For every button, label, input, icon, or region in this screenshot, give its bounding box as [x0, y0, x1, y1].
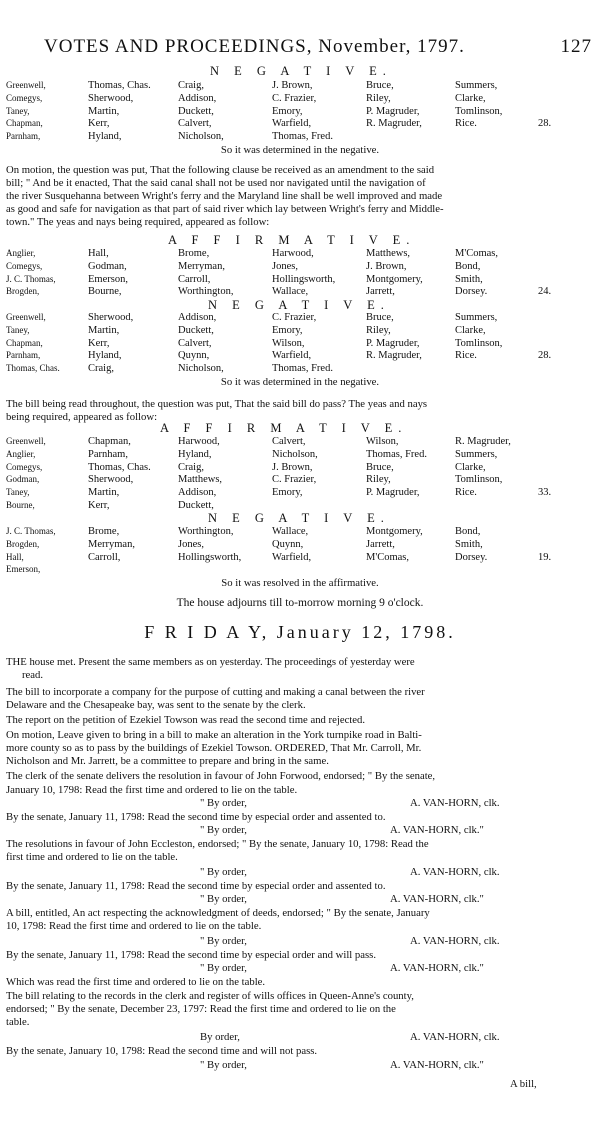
- table-cell: Chapman,: [6, 118, 43, 129]
- paragraph-line: The report on the petition of Ezekiel Towson was read the second time and rejected.: [6, 714, 366, 726]
- table-cell: Harwood,: [178, 436, 220, 447]
- paragraph-line: The bill to incorporate a company for the purpose of cutting and making a canal between the river: [6, 686, 425, 698]
- table-row: [0, 261, 600, 273]
- table-cell: Calvert,: [178, 337, 212, 349]
- table-cell: Greenwell,: [6, 80, 46, 90]
- paragraph-line: Which was read the first time and ordered to lie on the table.: [6, 976, 266, 988]
- table-cell: Summers,: [455, 312, 498, 323]
- paragraph-line: The clerk of the senate delivers the resolution in favour of John Forwood, endorsed; " By the senate,: [6, 770, 436, 782]
- paragraph-line: The bill being read throughout, the question was put, That the said bill do pass? The yeas and nays: [6, 398, 428, 410]
- table-row: [0, 312, 600, 324]
- table-cell: Warfield,: [272, 118, 312, 130]
- table-cell: Tomlinson,: [455, 337, 503, 349]
- table-cell: Wilson,: [272, 337, 305, 349]
- table-cell: Godman,: [6, 474, 40, 485]
- table-row: [0, 526, 600, 538]
- table-cell: Sherwood,: [88, 474, 134, 486]
- table-cell: Taney,: [6, 324, 30, 335]
- table-row: [0, 449, 600, 461]
- paragraph-line: A bill, entitled, An act respecting the acknowledgment of deeds, endorsed; " By the senate, January: [6, 907, 430, 919]
- table-cell: Bruce,: [366, 312, 394, 323]
- table-cell: Duckett,: [178, 500, 214, 511]
- table-cell: 28.: [538, 118, 552, 130]
- signature-clerk: A. VAN-HORN, clk.: [410, 866, 500, 878]
- table-cell: Rice.: [455, 487, 477, 499]
- table-row: [0, 93, 600, 105]
- signature-by-order: " By order,: [200, 866, 247, 878]
- paragraph-line: endorsed; " By the senate, December 23, 1797: Read the first time and ordered to lie on the: [6, 1003, 396, 1015]
- table-row: [0, 274, 600, 286]
- table-cell: Riley,: [366, 92, 391, 104]
- signature-by-order: " By order,: [200, 824, 247, 836]
- table-cell: Rice.: [455, 350, 477, 362]
- table-cell: Thomas, Chas.: [6, 363, 60, 374]
- table-cell: Martin,: [88, 324, 120, 336]
- table-cell: Sherwood,: [88, 92, 134, 104]
- paragraph-line: By the senate, January 11, 1798: Read the second time by especial order and will pass.: [6, 949, 377, 961]
- table-cell: Montgomery,: [366, 273, 423, 285]
- page-number: 127: [560, 36, 592, 57]
- table-row: [0, 248, 600, 260]
- table-cell: 24.: [538, 286, 552, 298]
- table-cell: R. Magruder,: [366, 118, 422, 130]
- table-cell: J. Brown,: [272, 461, 313, 473]
- vote-heading: N E G A T I V E.: [208, 511, 390, 525]
- signature-by-order: By order,: [200, 1031, 240, 1043]
- table-cell: Bourne,: [6, 500, 35, 510]
- day-heading: F R I D A Y, January 12, 1798.: [144, 622, 456, 642]
- table-cell: Duckett,: [178, 105, 214, 117]
- paragraph-line: read.: [22, 669, 44, 681]
- table-cell: Brome,: [178, 248, 210, 259]
- table-cell: Thomas, Fred.: [272, 363, 333, 375]
- table-cell: Dorsey.: [455, 286, 488, 298]
- table-cell: Kerr,: [88, 337, 110, 349]
- signature-clerk: A. VAN-HORN, clk.": [390, 893, 484, 905]
- table-cell: Hyland,: [88, 131, 122, 143]
- paragraph-line: bill; " And be it enacted, That the said canal shall not be used nor navigated until the navigation of: [6, 177, 426, 189]
- signature-by-order: " By order,: [200, 1059, 247, 1071]
- header-title: VOTES AND PROCEEDINGS, November, 1797.: [44, 36, 465, 57]
- table-row: [0, 462, 600, 474]
- vote-heading: A F F I R M A T I V E.: [168, 233, 416, 247]
- table-cell: Thomas, Fred.: [366, 448, 427, 460]
- signature-clerk: A. VAN-HORN, clk.": [390, 1059, 484, 1071]
- table-cell: Quynn,: [272, 538, 304, 550]
- table-cell: Worthington,: [178, 526, 234, 537]
- table-cell: 33.: [538, 487, 552, 499]
- paragraph-line: The resolutions in favour of John Eccleston, endorsed; " By the senate, January 10, 1798: Read the: [6, 838, 429, 850]
- table-row: [0, 552, 600, 564]
- signature-by-order: " By order,: [200, 893, 247, 905]
- table-cell: Calvert,: [272, 436, 306, 447]
- table-cell: Wallace,: [272, 526, 309, 537]
- paragraph-line: On motion, Leave given to bring in a bill to make an alteration in the York turnpike road in Balti-: [6, 729, 422, 741]
- table-cell: Parnham,: [6, 131, 41, 142]
- table-cell: Jarrett,: [366, 538, 395, 550]
- paragraph-line: Nicholson and Mr. Jarrett, be a committee to prepare and bring in the same.: [6, 755, 329, 767]
- paragraph-line: first time and ordered to lie on the table.: [6, 851, 178, 863]
- paragraph-line: The bill relating to the records in the clerk and register of wills offices in Queen-Anne's county,: [6, 990, 414, 1002]
- adjournment: The house adjourns till to-morrow morning 9 o'clock.: [176, 597, 424, 609]
- vote-heading: N E G A T I V E.: [208, 298, 390, 312]
- paragraph-line: as good and safe for navigation as that part of said river which lay between Wright's ferry and Middle-: [6, 203, 444, 215]
- table-cell: Jones,: [272, 260, 298, 272]
- table-cell: Tomlinson,: [455, 474, 503, 486]
- table-cell: Parnham,: [88, 448, 128, 460]
- table-cell: C. Frazier,: [272, 92, 317, 104]
- table-cell: Thomas, Fred.: [272, 131, 333, 143]
- paragraph-line: being required, appeared as follow:: [6, 411, 158, 423]
- table-cell: P. Magruder,: [366, 487, 420, 499]
- table-cell: Addison,: [178, 312, 217, 323]
- paragraph-line: town." The yeas and nays being required, appeared as follow:: [6, 216, 270, 228]
- table-cell: Wallace,: [272, 286, 309, 298]
- table-cell: Hall,: [6, 551, 24, 562]
- table-cell: Harwood,: [272, 248, 314, 259]
- table-cell: Merryman,: [88, 538, 135, 550]
- paragraph-line: By the senate, January 11, 1798: Read the second time by especial order and assented to.: [6, 880, 386, 892]
- vote-heading: N E G A T I V E.: [210, 64, 392, 78]
- table-cell: Matthews,: [178, 474, 223, 486]
- paragraph-line: THE house met. Present the same members as on yesterday. The proceedings of yesterday were: [6, 656, 415, 668]
- table-cell: Craig,: [88, 363, 114, 375]
- table-cell: Summers,: [455, 448, 498, 460]
- table-cell: Smith,: [455, 273, 483, 285]
- table-cell: Thomas, Chas.: [88, 461, 151, 473]
- signature-by-order: " By order,: [200, 935, 247, 947]
- table-cell: Greenwell,: [6, 312, 46, 322]
- table-cell: Emory,: [272, 105, 303, 117]
- table-row: [0, 436, 600, 448]
- catchword: A bill,: [510, 1078, 537, 1090]
- table-cell: Parnham,: [6, 350, 41, 361]
- table-cell: P. Magruder,: [366, 105, 420, 117]
- table-cell: Summers,: [455, 80, 498, 91]
- signature-clerk: A. VAN-HORN, clk.: [410, 797, 500, 809]
- signature-clerk: A. VAN-HORN, clk.: [410, 935, 500, 947]
- paragraph-line: On motion, the question was put, That the following clause be received as an amendment to the said: [6, 164, 435, 176]
- table-cell: J. Brown,: [272, 80, 313, 91]
- table-row: [0, 363, 600, 375]
- signature-clerk: A. VAN-HORN, clk.": [390, 824, 484, 836]
- paragraph-line: more county so as to pass by the buildings of Ezekiel Towson. ORDERED, That Mr. Carroll, Mr.: [6, 742, 422, 754]
- table-row: [0, 338, 600, 350]
- signature-by-order: " By order,: [200, 962, 247, 974]
- table-cell: Clarke,: [455, 92, 486, 104]
- table-cell: Jarrett,: [366, 286, 395, 298]
- vote-result: So it was determined in the negative.: [220, 376, 380, 388]
- table-cell: Taney,: [6, 105, 30, 116]
- table-cell: M'Comas,: [366, 551, 410, 563]
- table-cell: Smith,: [455, 538, 483, 550]
- vote-result: So it was resolved in the affirmative.: [221, 577, 379, 589]
- vote-heading: A F F I R M A T I V E.: [160, 421, 408, 435]
- table-cell: M'Comas,: [455, 248, 499, 259]
- table-cell: Anglier,: [6, 448, 36, 459]
- paragraph-line: the river Susquehanna between Wright's ferry and the Maryland line shall be well improved and made: [6, 190, 443, 202]
- table-row: [0, 131, 600, 143]
- paragraph-line: By the senate, January 11, 1798: Read the second time by especial order and assented to.: [6, 811, 386, 823]
- table-cell: Calvert,: [178, 118, 212, 130]
- table-cell: Brome,: [88, 526, 120, 537]
- table-cell: Hollingsworth,: [178, 551, 242, 563]
- table-cell: R. Magruder,: [455, 436, 511, 447]
- paragraph-line: By the senate, January 10, 1798: Read the second time and will not pass.: [6, 1045, 318, 1057]
- table-cell: Clarke,: [455, 461, 486, 473]
- table-cell: Bond,: [455, 260, 481, 272]
- table-cell: Kerr,: [88, 500, 110, 511]
- table-cell: Emerson,: [88, 273, 128, 285]
- table-cell: Brogden,: [6, 286, 40, 297]
- table-cell: Bond,: [455, 526, 481, 537]
- table-cell: Nicholson,: [178, 363, 224, 375]
- table-row: [0, 118, 600, 130]
- table-cell: Hyland,: [88, 350, 122, 362]
- table-cell: Nicholson,: [178, 131, 224, 143]
- table-cell: Montgomery,: [366, 526, 423, 537]
- table-cell: Anglier,: [6, 248, 36, 258]
- table-cell: Merryman,: [178, 260, 225, 272]
- table-cell: Warfield,: [272, 350, 312, 362]
- table-cell: Chapman,: [88, 436, 131, 447]
- table-cell: Bourne,: [88, 286, 122, 298]
- table-row: [0, 350, 600, 362]
- table-cell: Comegys,: [6, 461, 43, 472]
- table-cell: Addison,: [178, 92, 217, 104]
- signature-by-order: " By order,: [200, 797, 247, 809]
- table-cell: Chapman,: [6, 337, 43, 348]
- table-cell: Addison,: [178, 487, 217, 499]
- table-cell: Wilson,: [366, 436, 399, 447]
- table-row: [0, 106, 600, 118]
- table-cell: Godman,: [88, 260, 127, 272]
- table-row: [0, 474, 600, 486]
- table-cell: Greenwell,: [6, 436, 46, 446]
- table-cell: Emory,: [272, 487, 303, 499]
- table-cell: J. Brown,: [366, 260, 407, 272]
- paragraph-line: January 10, 1798: Read the first time and ordered to lie on the table.: [6, 784, 298, 796]
- paragraph-line: 10, 1798: Read the first time and ordered to lie on the table.: [6, 920, 262, 932]
- table-cell: J. C. Thomas,: [6, 526, 56, 536]
- signature-clerk: A. VAN-HORN, clk.": [390, 962, 484, 974]
- table-cell: Thomas, Chas.: [88, 80, 151, 91]
- table-cell: Sherwood,: [88, 312, 134, 323]
- table-cell: Riley,: [366, 324, 391, 336]
- table-row: [0, 325, 600, 337]
- table-cell: Kerr,: [88, 118, 110, 130]
- table-cell: Worthington,: [178, 286, 234, 298]
- table-cell: Matthews,: [366, 248, 411, 259]
- table-cell: Taney,: [6, 487, 30, 498]
- table-cell: R. Magruder,: [366, 350, 422, 362]
- table-row: [0, 286, 600, 298]
- table-cell: Emory,: [272, 324, 303, 336]
- table-cell: P. Magruder,: [366, 337, 420, 349]
- table-cell: Craig,: [178, 80, 204, 91]
- table-cell: Bruce,: [366, 461, 394, 473]
- table-cell: Comegys,: [6, 92, 43, 103]
- table-cell: Brogden,: [6, 538, 40, 549]
- table-cell: Emerson,: [6, 564, 41, 575]
- table-cell: Carroll,: [178, 273, 211, 285]
- table-row: [0, 564, 600, 576]
- table-cell: 19.: [538, 551, 552, 563]
- table-cell: Hall,: [88, 248, 109, 259]
- table-cell: Martin,: [88, 487, 120, 499]
- table-cell: Clarke,: [455, 324, 486, 336]
- table-cell: J. C. Thomas,: [6, 273, 56, 284]
- vote-result: So it was determined in the negative.: [220, 144, 380, 156]
- table-cell: Dorsey.: [455, 551, 488, 563]
- running-header: [44, 36, 592, 60]
- table-cell: Hollingsworth,: [272, 273, 336, 285]
- table-row: [0, 487, 600, 499]
- table-cell: Riley,: [366, 474, 391, 486]
- table-cell: Tomlinson,: [455, 105, 503, 117]
- table-cell: Jones,: [178, 538, 204, 550]
- table-cell: Nicholson,: [272, 448, 318, 460]
- paragraph-line: table.: [6, 1016, 30, 1028]
- paragraph-line: Delaware and the Chesapeake bay, was sent to the senate by the clerk.: [6, 699, 306, 711]
- table-row: [0, 539, 600, 551]
- table-cell: Warfield,: [272, 551, 312, 563]
- table-cell: Quynn,: [178, 350, 210, 362]
- table-cell: Craig,: [178, 461, 204, 473]
- table-cell: Comegys,: [6, 260, 43, 271]
- table-cell: Martin,: [88, 105, 120, 117]
- table-cell: Hyland,: [178, 448, 212, 460]
- table-cell: 28.: [538, 350, 552, 362]
- table-cell: C. Frazier,: [272, 474, 317, 486]
- table-cell: C. Frazier,: [272, 312, 317, 323]
- signature-clerk: A. VAN-HORN, clk.: [410, 1031, 500, 1043]
- table-cell: Carroll,: [88, 551, 121, 563]
- table-row: [0, 80, 600, 92]
- table-cell: Duckett,: [178, 324, 214, 336]
- table-cell: Bruce,: [366, 80, 394, 91]
- table-cell: Rice.: [455, 118, 477, 130]
